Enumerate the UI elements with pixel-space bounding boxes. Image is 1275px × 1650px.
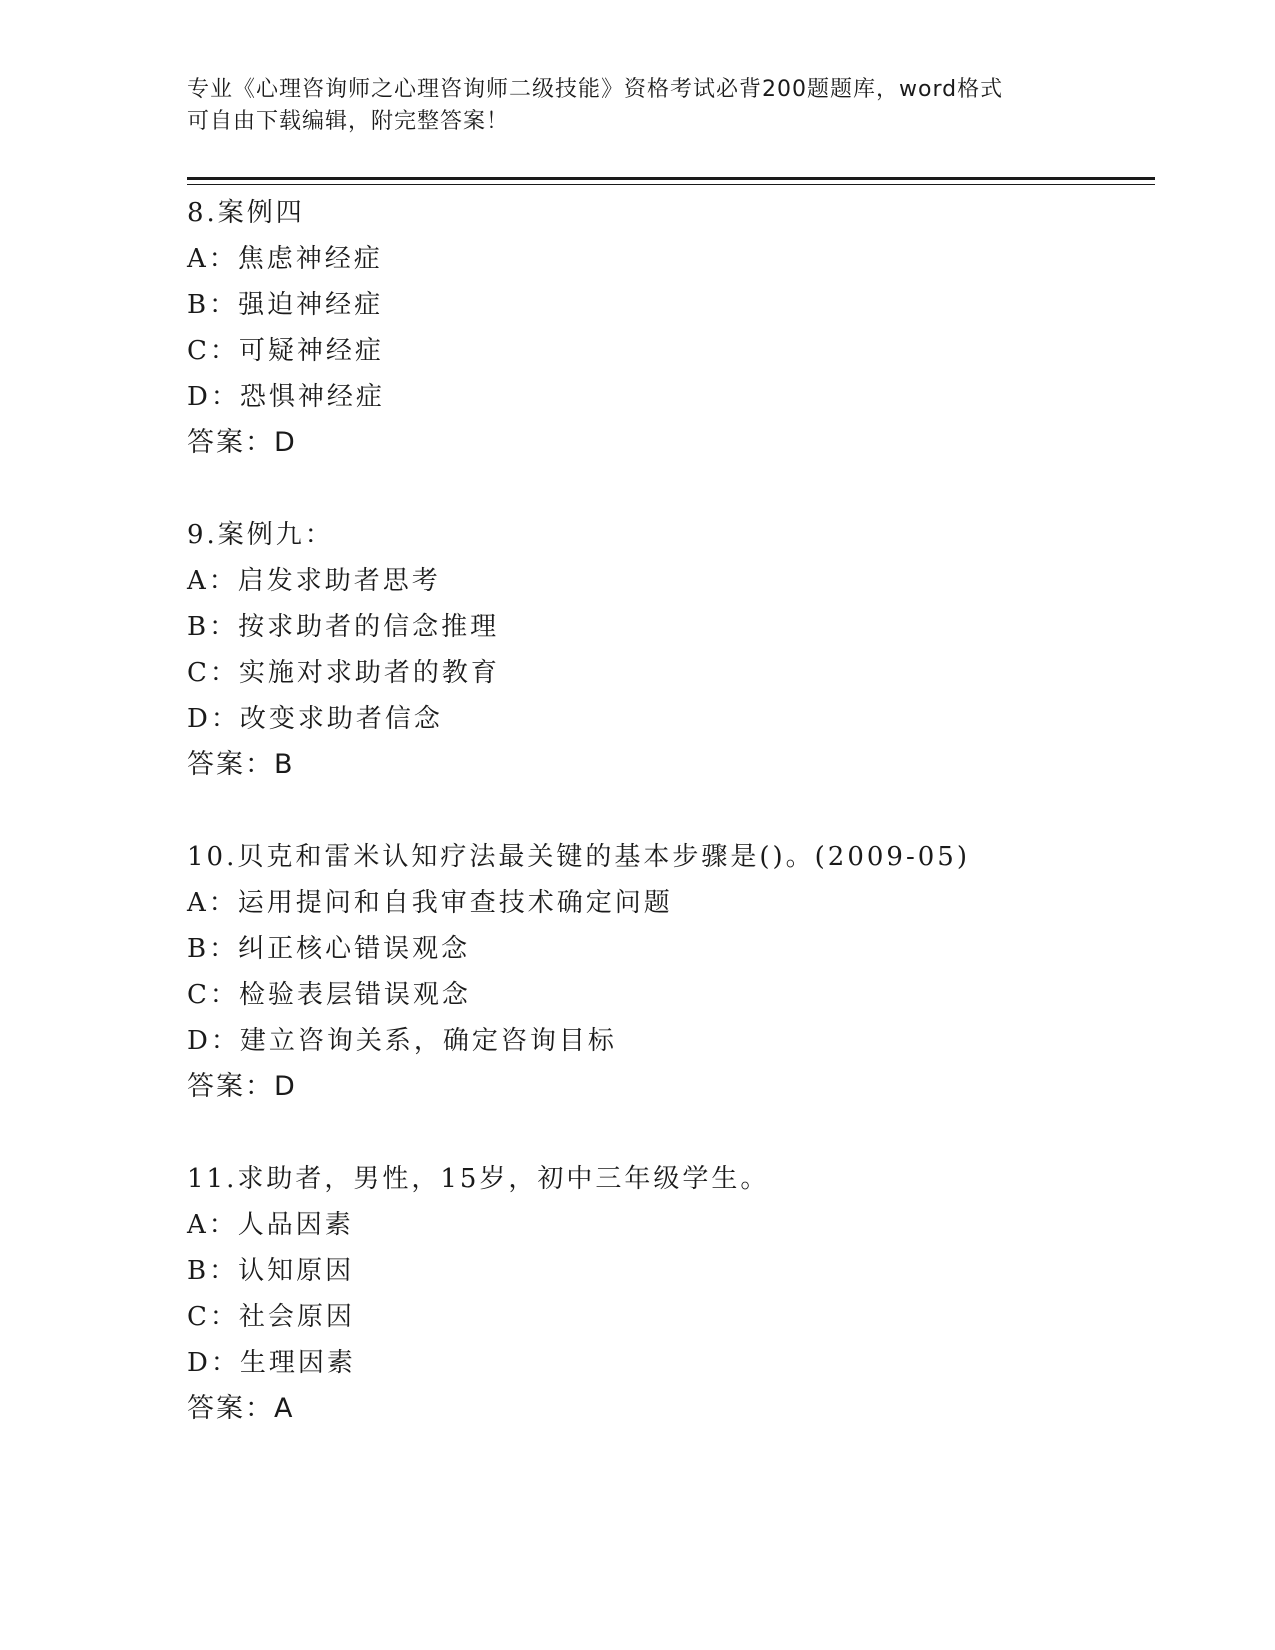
option-c: C：实施对求助者的教育 (187, 658, 500, 688)
option-d: D：恐惧神经症 (187, 382, 385, 412)
question-10 (187, 834, 1147, 1110)
answer-line: 答案：D (187, 1071, 297, 1102)
question-stem: 9.案例九： (187, 520, 334, 550)
answer-line: 答案：D (187, 427, 297, 458)
question-stem: 11.求助者，男性，15岁，初中三年级学生。 (187, 1164, 770, 1194)
header-divider-thick (187, 177, 1155, 180)
question-stem: 10.贝克和雷米认知疗法最关键的基本步骤是()。(2009-05) (187, 842, 970, 872)
option-c: C：社会原因 (187, 1302, 355, 1332)
question-list (187, 190, 1147, 1478)
option-b: B：强迫神经症 (187, 290, 384, 320)
option-a: A：焦虑神经症 (187, 244, 383, 274)
option-a: A：运用提问和自我审查技术确定问题 (187, 888, 673, 918)
option-b: B：认知原因 (187, 1256, 355, 1286)
header-divider-thin (187, 184, 1155, 185)
question-stem: 8.案例四 (187, 198, 305, 228)
header-line-1: 专业《心理咨询师之心理咨询师二级技能》资格考试必背200题题库，word格式 (187, 77, 1004, 102)
option-a: A：人品因素 (187, 1210, 354, 1240)
option-a: A：启发求助者思考 (187, 566, 441, 596)
document-header (187, 74, 1087, 138)
answer-line: 答案：B (187, 749, 295, 780)
option-d: D：建立咨询关系，确定咨询目标 (187, 1026, 617, 1056)
question-8 (187, 190, 1147, 466)
question-11 (187, 1156, 1147, 1432)
answer-line: 答案：A (187, 1393, 295, 1424)
option-b: B：按求助者的信念推理 (187, 612, 500, 642)
header-line-2: 可自由下载编辑，附完整答案！ (187, 109, 510, 134)
option-d: D：改变求助者信念 (187, 704, 443, 734)
question-9 (187, 512, 1147, 788)
option-d: D：生理因素 (187, 1348, 356, 1378)
option-b: B：纠正核心错误观念 (187, 934, 471, 964)
option-c: C：检验表层错误观念 (187, 980, 471, 1010)
option-c: C：可疑神经症 (187, 336, 384, 366)
